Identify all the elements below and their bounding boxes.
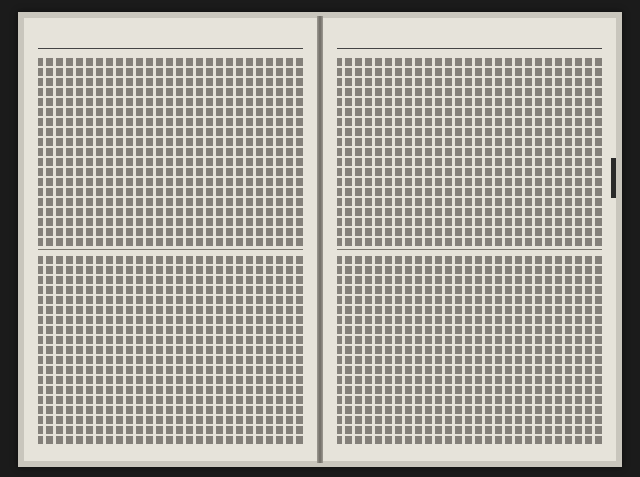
left-page [24, 18, 317, 461]
right-page-header-rule [337, 48, 602, 49]
left-page-section-divider [38, 249, 303, 250]
left-page-upper-text-columns [38, 58, 303, 246]
open-book-spread [18, 12, 622, 467]
left-page-lower-text-columns [38, 256, 303, 444]
right-page [323, 18, 616, 461]
right-page-section-divider [337, 249, 602, 250]
right-page-lower-text-columns [337, 256, 602, 444]
left-page-header-rule [38, 48, 303, 49]
right-page-upper-text-columns [337, 58, 602, 246]
page-edge-tab [611, 158, 616, 198]
